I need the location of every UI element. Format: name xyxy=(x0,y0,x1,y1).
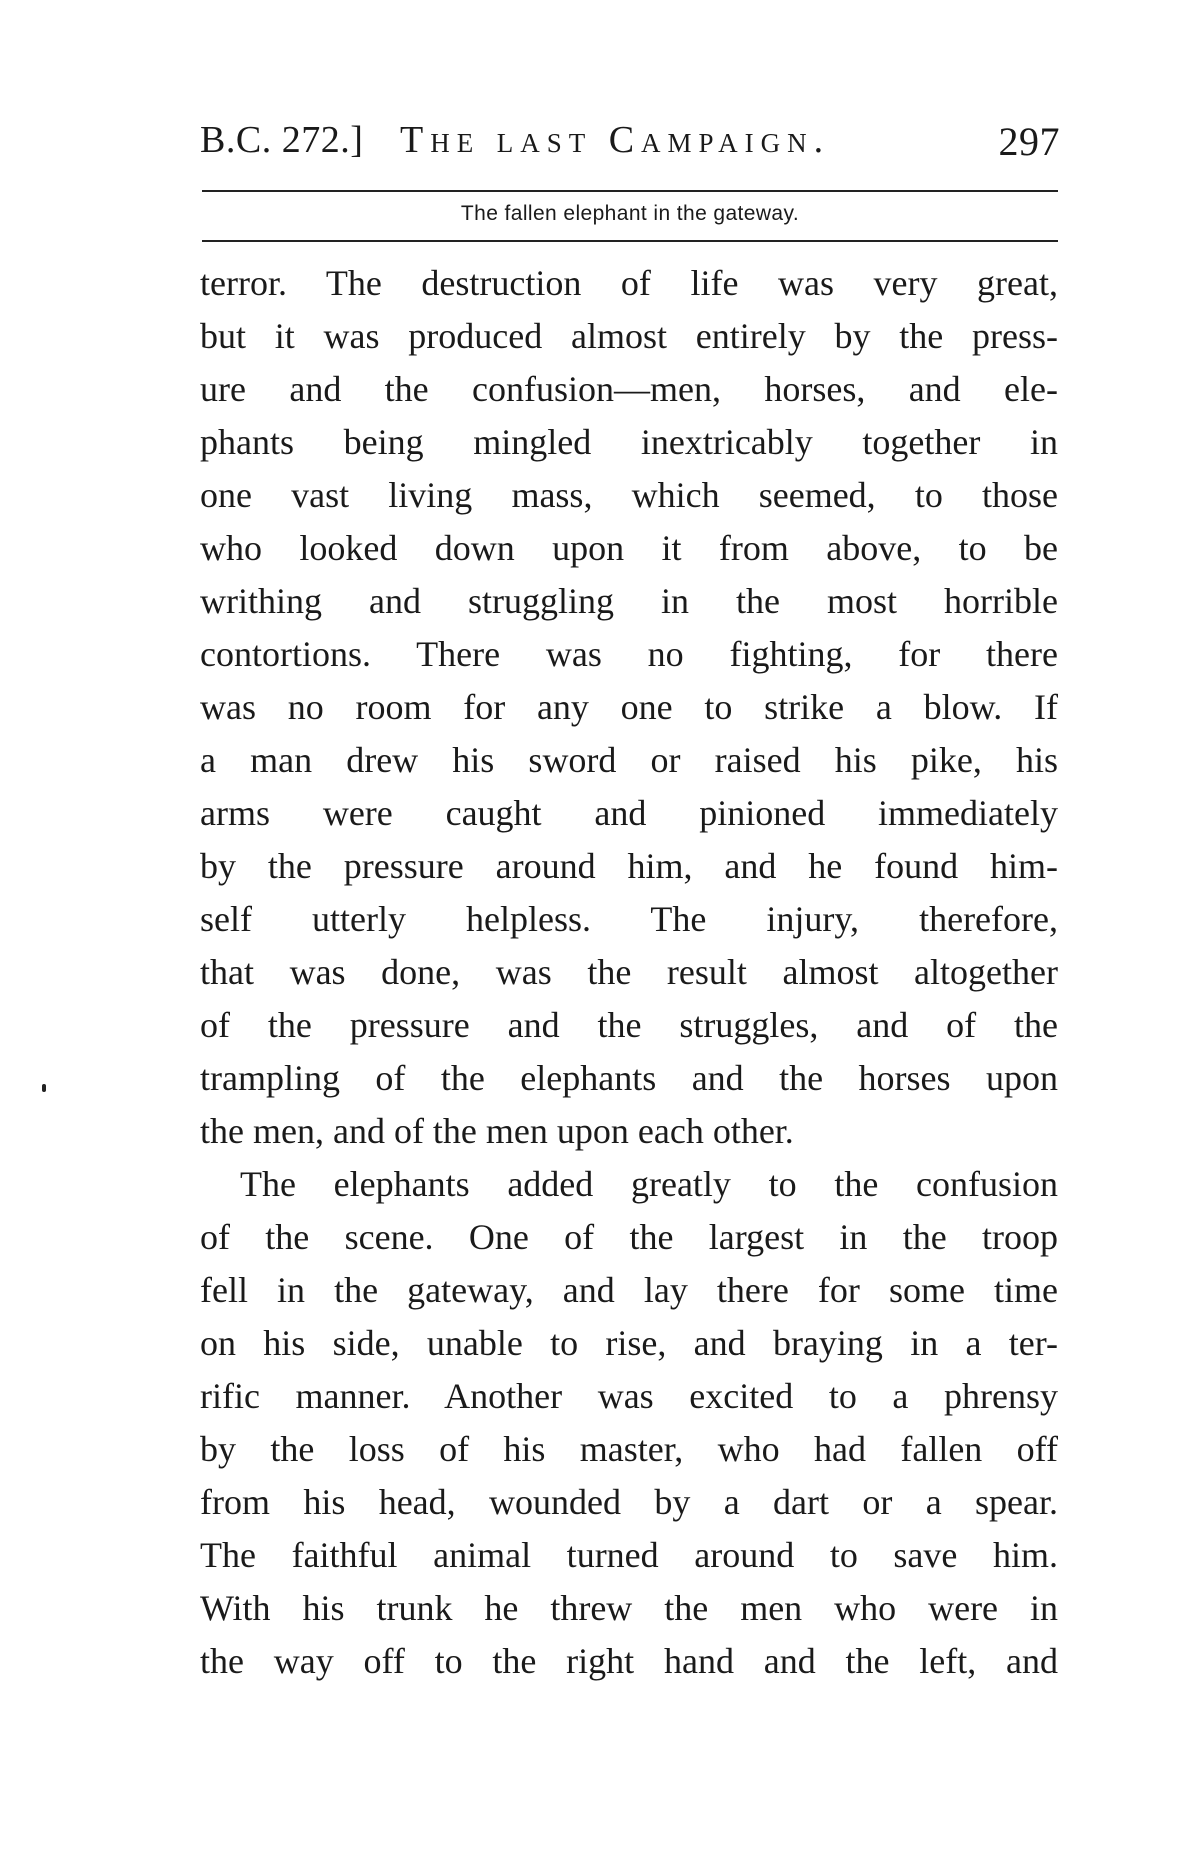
running-head xyxy=(200,118,1060,174)
text-line: from his head, wounded by a dart or a spear. xyxy=(200,1482,1058,1522)
text-line: who looked down upon it from above, to be xyxy=(200,528,1058,568)
text-line: of the scene. One of the largest in the troop xyxy=(200,1217,1058,1257)
text-line: phants being mingled inextricably together in xyxy=(200,422,1058,462)
text-line: by the pressure around him, and he found him- xyxy=(200,846,1058,886)
text-line: was no room for any one to strike a blow. If xyxy=(200,687,1058,727)
text-line: the way off to the right hand and the left, and xyxy=(200,1641,1058,1681)
text-line: arms were caught and pinioned immediately xyxy=(200,793,1058,833)
text-line: rific manner. Another was excited to a phrensy xyxy=(200,1376,1058,1416)
text-line: self utterly helpless. The injury, therefore, xyxy=(200,899,1058,939)
text-line: the men, and of the men upon each other. xyxy=(200,1111,794,1151)
header-rule-top xyxy=(202,190,1058,192)
text-line: The faithful animal turned around to save him. xyxy=(200,1535,1058,1575)
text-line: ure and the confusion—men, horses, and ele- xyxy=(200,369,1058,409)
text-line: but it was produced almost entirely by the press- xyxy=(200,316,1058,356)
header-rule-bottom xyxy=(202,240,1058,242)
text-line: terror. The destruction of life was very great, xyxy=(200,263,1058,303)
text-line: that was done, was the result almost altogether xyxy=(200,952,1058,992)
stray-ink-mark xyxy=(42,1084,46,1092)
text-line: writhing and struggling in the most horrible xyxy=(200,581,1058,621)
text-line: by the loss of his master, who had fallen off xyxy=(200,1429,1058,1469)
text-line: of the pressure and the struggles, and of the xyxy=(200,1005,1058,1045)
text-line: The elephants added greatly to the confusion xyxy=(240,1164,1058,1204)
page-number: 297 xyxy=(998,119,1060,164)
running-head-title: The last Campaign. xyxy=(400,119,831,161)
text-line: trampling of the elephants and the horses upon xyxy=(200,1058,1058,1098)
text-line: With his trunk he threw the men who were in xyxy=(200,1588,1058,1628)
text-line: on his side, unable to rise, and braying in a ter- xyxy=(200,1323,1058,1363)
body-text xyxy=(200,257,1058,1688)
text-line: a man drew his sword or raised his pike, his xyxy=(200,740,1058,780)
text-line: one vast living mass, which seemed, to those xyxy=(200,475,1058,515)
text-line: contortions. There was no fighting, for there xyxy=(200,634,1058,674)
section-subheading: The fallen elephant in the gateway. xyxy=(460,202,800,225)
running-head-date: B.C. 272.] xyxy=(200,119,364,161)
text-line: fell in the gateway, and lay there for some time xyxy=(200,1270,1058,1310)
